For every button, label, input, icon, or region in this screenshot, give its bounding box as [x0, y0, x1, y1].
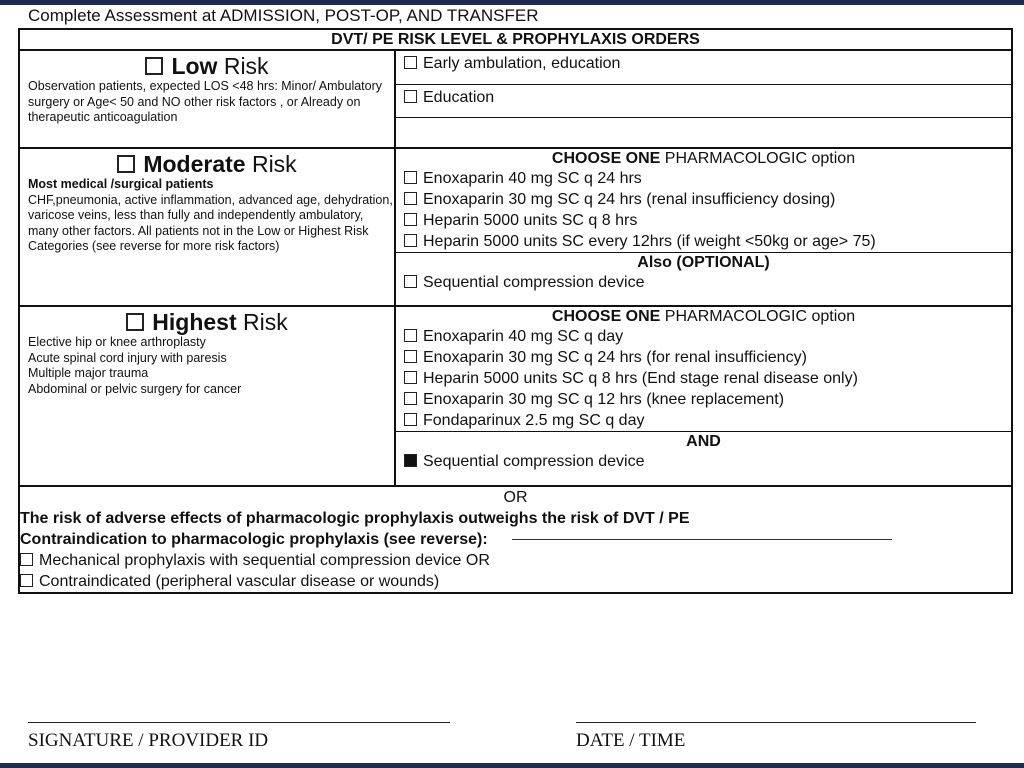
moderate-risk-checkbox[interactable]	[117, 155, 135, 173]
highest-option: Heparin 5000 units SC q 8 hrs (End stage renal disease only)	[396, 368, 1011, 389]
low-risk-checkbox[interactable]	[145, 57, 163, 75]
checkbox[interactable]	[20, 553, 33, 566]
moderate-option: Enoxaparin 30 mg SC q 24 hrs (renal insufficiency dosing)	[396, 189, 1011, 210]
low-option-education: Education	[396, 85, 1011, 117]
highest-description-line: Multiple major trauma	[28, 366, 149, 380]
low-risk-options	[395, 50, 1012, 148]
form-heading: Complete Assessment at ADMISSION, POST-OP, AND TRANSFER	[28, 6, 539, 25]
highest-option: Enoxaparin 30 mg SC q 12 hrs (knee replacement)	[396, 389, 1011, 410]
or-section	[19, 486, 1012, 593]
or-line1: The risk of adverse effects of pharmacologic prophylaxis outweighs the risk of DVT / PE	[20, 510, 690, 527]
moderate-option: Heparin 5000 units SC q 8 hrs	[396, 210, 1011, 231]
moderate-risk-options	[395, 148, 1012, 306]
highest-choose-heading: CHOOSE ONE PHARMACOLOGIC option	[551, 308, 856, 325]
checkbox[interactable]	[404, 192, 417, 205]
or-label: OR	[503, 489, 528, 506]
date-label: DATE / TIME	[576, 730, 686, 751]
moderate-risk-title: Moderate Risk	[20, 151, 394, 177]
checkbox[interactable]	[404, 350, 417, 363]
moderate-risk-cell	[19, 148, 395, 306]
highest-risk-cell	[19, 306, 395, 486]
checkbox[interactable]	[404, 234, 417, 247]
signature-line[interactable]	[28, 722, 450, 723]
checkbox[interactable]	[404, 90, 417, 103]
or-option: Mechanical prophylaxis with sequential compression device OR	[20, 550, 1011, 571]
moderate-description-bold: Most medical /surgical patients	[28, 177, 214, 191]
moderate-also-option: Sequential compression device	[396, 272, 1011, 293]
moderate-also-heading: Also (OPTIONAL)	[637, 254, 770, 271]
checkbox[interactable]	[20, 574, 33, 587]
low-risk-title: Low Risk	[20, 53, 394, 79]
contraindication-blank-field[interactable]	[512, 539, 892, 540]
highest-and-heading: AND	[686, 433, 721, 450]
highest-and-option: Sequential compression device	[396, 451, 1011, 472]
highest-option: Enoxaparin 30 mg SC q 24 hrs (for renal insufficiency)	[396, 347, 1011, 368]
checkbox[interactable]	[404, 413, 417, 426]
checkbox[interactable]	[404, 329, 417, 342]
highest-description-line: Abdominal or pelvic surgery for cancer	[28, 381, 242, 396]
or-line2: Contraindication to pharmacologic prophylaxis (see reverse):	[20, 531, 488, 548]
highest-description-line: Elective hip or knee arthroplasty	[28, 335, 206, 349]
highest-risk-checkbox[interactable]	[126, 313, 144, 331]
highest-risk-options	[395, 306, 1012, 486]
top-border-bar	[0, 0, 1024, 5]
checkbox-checked[interactable]	[404, 454, 417, 467]
low-option-ambulation: Early ambulation, education	[396, 51, 1011, 84]
moderate-risk-description: CHF,pneumonia, active inflammation, advanced age, dehydration, varicose veins, less than fully and independently ambulatory, many other factors. All patients not in the Low or Highest Risk Categories (see reverse for more risk factors)	[28, 192, 393, 253]
signature-label: SIGNATURE / PROVIDER ID	[28, 730, 269, 751]
low-risk-description: Observation patients, expected LOS <48 hrs: Minor/ Ambulatory surgery or Age< 50 and NO other risk factors , or Already on therapeutic anticoagulation	[28, 79, 383, 124]
highest-risk-title: Highest Risk	[20, 309, 394, 335]
dvt-risk-table	[18, 28, 1013, 594]
low-risk-cell	[19, 50, 395, 148]
moderate-option: Heparin 5000 units SC every 12hrs (if weight <50kg or age> 75)	[396, 231, 1011, 252]
bottom-border-bar	[0, 763, 1024, 768]
checkbox[interactable]	[404, 371, 417, 384]
checkbox[interactable]	[404, 213, 417, 226]
or-option: Contraindicated (peripheral vascular disease or wounds)	[20, 571, 1011, 592]
date-line[interactable]	[576, 722, 976, 723]
checkbox[interactable]	[404, 275, 417, 288]
highest-option: Enoxaparin 40 mg SC q day	[396, 326, 1011, 347]
highest-description-line: Acute spinal cord injury with paresis	[28, 350, 227, 365]
checkbox[interactable]	[404, 171, 417, 184]
checkbox[interactable]	[404, 392, 417, 405]
checkbox[interactable]	[404, 56, 417, 69]
highest-option: Fondaparinux 2.5 mg SC q day	[396, 410, 1011, 431]
table-title: DVT/ PE RISK LEVEL & PROPHYLAXIS ORDERS	[19, 29, 1012, 50]
moderate-option: Enoxaparin 40 mg SC q 24 hrs	[396, 168, 1011, 189]
moderate-choose-heading: CHOOSE ONE PHARMACOLOGIC option	[551, 150, 856, 167]
